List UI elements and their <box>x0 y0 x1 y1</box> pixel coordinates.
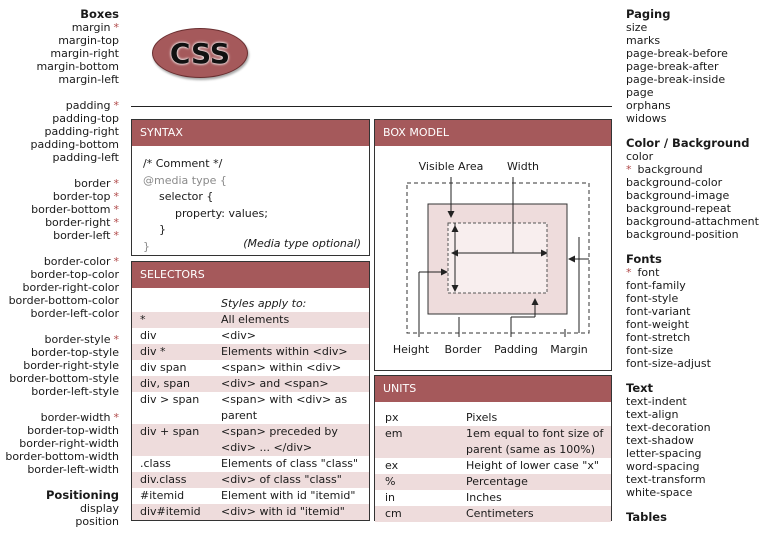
table-row <box>132 392 369 424</box>
property-item: font-variant <box>626 305 691 318</box>
property-item: border-bottom-color <box>8 294 119 307</box>
property-item: margin-top <box>58 34 119 47</box>
desc-cell: Element with id "itemid" <box>221 489 356 502</box>
property-group <box>0 333 119 398</box>
desc-cell: Elements within <div> <box>221 344 369 360</box>
table-row <box>375 426 611 458</box>
label-border: Border <box>444 343 482 356</box>
property-item: text-shadow <box>626 434 694 447</box>
selector-cell: div, span <box>132 376 221 392</box>
property-item: border-left * <box>53 229 119 242</box>
desc-cell: <span> within <div> <box>221 361 342 374</box>
star-icon: * <box>113 229 119 242</box>
selectors-panel <box>131 261 370 521</box>
desc-cell: Percentage <box>466 474 611 490</box>
property-item: marks <box>626 34 661 47</box>
desc-cell: Height of lower case "x" <box>466 459 599 472</box>
unit-cell: px <box>385 411 399 424</box>
label-padding: Padding <box>494 343 538 356</box>
selector-cell: div * <box>132 344 221 360</box>
property-item: page-break-before <box>626 47 728 60</box>
property-item: widows <box>626 112 667 125</box>
code-property: property: values; <box>175 206 268 220</box>
property-item: font-weight <box>626 318 689 331</box>
selectors-table <box>132 296 369 520</box>
right-property-column <box>626 8 763 536</box>
selector-cell: div <box>140 329 157 342</box>
property-item: orphans <box>626 99 671 112</box>
property-group <box>0 255 119 320</box>
property-group <box>0 8 119 86</box>
star-icon: * <box>113 99 119 112</box>
desc-cell: <span> preceded by <div> ... </div> <box>221 424 369 456</box>
property-item: border-right * <box>45 216 119 229</box>
property-item: border-right-width <box>19 437 119 450</box>
box-model-panel <box>374 119 612 371</box>
table-row <box>132 488 369 504</box>
label-visible-area: Visible Area <box>418 160 484 173</box>
property-group <box>626 382 763 499</box>
star-icon: * <box>113 255 119 268</box>
property-group <box>626 253 763 370</box>
logo-text: CSS <box>169 37 231 70</box>
property-item: page <box>626 86 654 99</box>
property-item: border-color * <box>43 255 119 268</box>
property-item: padding * <box>65 99 119 112</box>
selector-cell: div + span <box>132 424 221 456</box>
property-item: border-top-style <box>31 346 119 359</box>
unit-cell: % <box>375 474 466 490</box>
property-item: text-indent <box>626 395 687 408</box>
desc-cell: <div> of class "class" <box>221 472 369 488</box>
property-item: border-top-color <box>30 268 119 281</box>
selector-cell: div > span <box>140 393 200 406</box>
units-panel <box>374 375 612 521</box>
property-item: background-repeat <box>626 202 731 215</box>
selector-cell: * <box>132 312 221 328</box>
property-item: * background <box>626 163 703 176</box>
property-item: font-stretch <box>626 331 691 344</box>
group-heading: Color / Background <box>626 136 750 150</box>
property-item: background-image <box>626 189 730 202</box>
unit-cell: in <box>385 491 396 504</box>
code-media: @media type { <box>143 173 227 187</box>
property-group <box>0 177 119 242</box>
table-row <box>375 410 611 426</box>
property-item: border-right-color <box>22 281 119 294</box>
property-item: page-break-after <box>626 60 719 73</box>
syntax-panel <box>131 119 370 256</box>
table-row <box>132 312 369 328</box>
panel-title: SELECTORS <box>132 262 369 288</box>
desc-cell: Pixels <box>466 411 498 424</box>
desc-cell: <div> and <span> <box>221 376 369 392</box>
property-item: text-transform <box>626 473 706 486</box>
property-item: background-position <box>626 228 739 241</box>
property-item: margin * <box>71 21 119 34</box>
property-item: padding-top <box>52 112 119 125</box>
star-icon: * <box>113 203 119 216</box>
table-row <box>132 424 369 456</box>
apply-header: Styles apply to: <box>221 297 307 310</box>
star-icon: * <box>626 266 632 279</box>
property-item: page-break-inside <box>626 73 726 86</box>
star-icon: * <box>626 163 632 176</box>
desc-cell: Centimeters <box>466 506 611 522</box>
property-group <box>626 8 763 125</box>
label-width: Width <box>507 160 539 173</box>
property-item: border-left-style <box>31 385 119 398</box>
property-item: white-space <box>626 486 693 499</box>
desc-cell: <div> with id "itemid" <box>221 504 369 520</box>
selector-cell: #itemid <box>140 489 185 502</box>
star-icon: * <box>113 333 119 346</box>
selector-cell: div#itemid <box>132 504 221 520</box>
label-height: Height <box>392 343 430 356</box>
content-box <box>448 223 547 293</box>
property-item: position <box>75 515 119 528</box>
property-item: text-align <box>626 408 679 421</box>
property-item: border-right-style <box>23 359 119 372</box>
property-item: border-style * <box>44 333 119 346</box>
property-item: background-color <box>626 176 723 189</box>
panel-title: UNITS <box>375 376 611 402</box>
code-close-inner: } <box>159 223 166 236</box>
header-divider <box>131 106 612 107</box>
property-group <box>0 489 119 528</box>
property-item: * font <box>626 266 660 279</box>
property-item: border-left-width <box>27 463 119 476</box>
code-selector: selector { <box>159 190 214 203</box>
group-heading: Tables <box>626 510 667 524</box>
table-row <box>132 328 369 344</box>
property-item: padding-bottom <box>30 138 119 151</box>
property-item: font-family <box>626 279 686 292</box>
label-margin: Margin <box>550 343 588 356</box>
desc-cell: <div> <box>221 329 256 342</box>
selector-cell: .class <box>140 457 171 470</box>
property-item: letter-spacing <box>626 447 702 460</box>
property-item: border-bottom-width <box>5 450 119 463</box>
unit-cell: cm <box>375 506 466 522</box>
property-item: padding-right <box>44 125 119 138</box>
star-icon: * <box>113 216 119 229</box>
code-comment: /* Comment */ <box>143 157 223 170</box>
unit-cell: em <box>375 426 466 458</box>
property-item: margin-left <box>58 73 119 86</box>
property-item: margin-right <box>50 47 119 60</box>
property-item: border-top-width <box>27 424 119 437</box>
desc-cell: All elements <box>221 312 369 328</box>
code-close-outer: } <box>143 239 150 253</box>
property-item: border-top * <box>52 190 119 203</box>
css-logo <box>152 28 248 78</box>
units-table <box>375 410 611 522</box>
property-item: text-decoration <box>626 421 711 434</box>
property-item: font-style <box>626 292 679 305</box>
property-group <box>0 99 119 164</box>
desc-cell: Inches <box>466 491 502 504</box>
property-item: color <box>626 150 654 163</box>
property-item: border-bottom-style <box>9 372 119 385</box>
group-heading: Text <box>626 381 654 395</box>
selector-cell: div span <box>140 361 187 374</box>
table-row <box>375 458 611 474</box>
group-heading: Paging <box>626 7 671 21</box>
property-item: border * <box>74 177 119 190</box>
unit-cell: ex <box>385 459 399 472</box>
desc-cell: 1em equal to font size of parent (same as 100%) <box>466 426 611 458</box>
property-item: border-left-color <box>30 307 119 320</box>
property-item: margin-bottom <box>36 60 119 73</box>
panel-title: SYNTAX <box>132 120 369 146</box>
table-row <box>132 376 369 392</box>
table-row <box>375 506 611 522</box>
property-item: font-size <box>626 344 674 357</box>
desc-cell: <span> with <div> as parent <box>221 393 348 422</box>
panel-title: BOX MODEL <box>375 120 611 146</box>
table-row <box>132 360 369 376</box>
property-item: display <box>79 502 119 515</box>
left-property-column <box>0 8 119 541</box>
star-icon: * <box>113 411 119 424</box>
property-item: background-attachment <box>626 215 759 228</box>
syntax-note: (Media type optional) <box>243 237 361 250</box>
property-item: padding-left <box>52 151 119 164</box>
property-group <box>0 411 119 476</box>
group-heading: Fonts <box>626 252 662 266</box>
table-row <box>375 474 611 490</box>
property-item: border-bottom * <box>31 203 119 216</box>
group-heading: Boxes <box>80 7 119 21</box>
property-group <box>626 137 763 241</box>
table-row <box>132 472 369 488</box>
star-icon: * <box>113 190 119 203</box>
property-item: font-size-adjust <box>626 357 711 370</box>
star-icon: * <box>113 177 119 190</box>
table-row <box>132 344 369 360</box>
table-row <box>375 490 611 506</box>
property-item: word-spacing <box>626 460 700 473</box>
selector-cell: div.class <box>132 472 221 488</box>
property-group <box>626 511 763 524</box>
table-row <box>132 456 369 472</box>
star-icon: * <box>113 21 119 34</box>
group-heading: Positioning <box>45 488 119 502</box>
box-model-diagram <box>375 147 611 369</box>
table-row <box>132 504 369 520</box>
desc-cell: Elements of class "class" <box>221 457 359 470</box>
property-item: size <box>626 21 648 34</box>
property-item: border-width * <box>40 411 119 424</box>
